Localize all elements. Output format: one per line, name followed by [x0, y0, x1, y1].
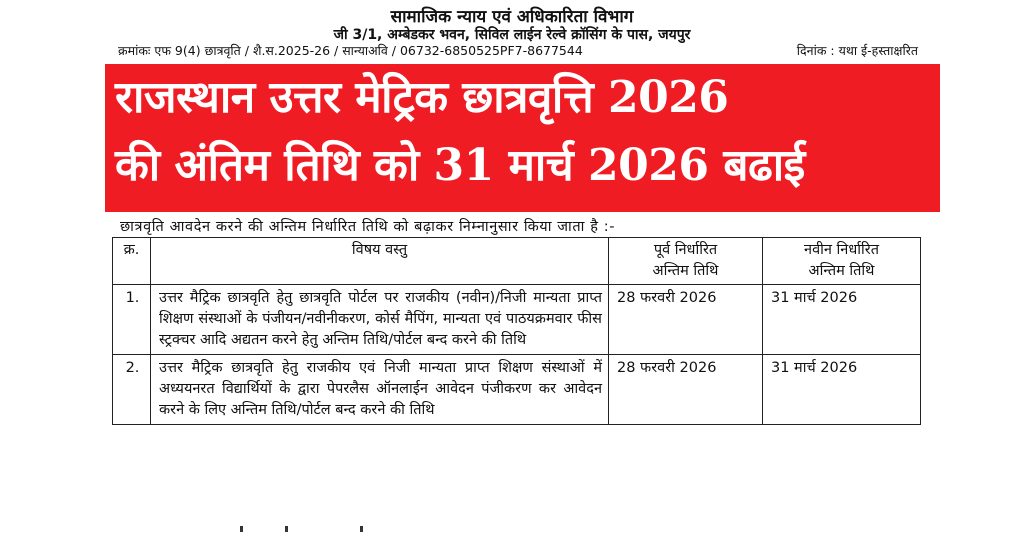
header-serial: क्र. [113, 238, 151, 285]
document-date: दिनांक : यथा ई-हस्ताक्षरित [796, 43, 918, 58]
cropped-text-fragment [230, 526, 380, 536]
headline-banner [105, 64, 940, 212]
table-row [113, 285, 921, 355]
header-previous-date-line2: अन्तिम तिथि [652, 263, 719, 279]
table-row [113, 355, 921, 425]
row-previous-date: 28 फरवरी 2026 [609, 285, 763, 355]
deadline-table [112, 237, 921, 425]
row-subject: उत्तर मैट्रिक छात्रवृति हेतु राजकीय एवं निजी मान्यता प्राप्त शिक्षण संस्थाओं में अध्ययनरत विद्यार्थियों के द्वारा पेपरलैस ऑनलाईन आवेदन पंजीकरण कर आवेदन करने के लिए अन्तिम तिथि/पोर्टल बन्द करने की तिथि [151, 355, 609, 425]
row-serial: 1. [113, 285, 151, 355]
table-header-row [113, 238, 921, 285]
row-subject: उत्तर मैट्रिक छात्रवृति हेतु छात्रवृति पोर्टल पर राजकीय (नवीन)/निजी मान्यता प्राप्त शिक्षण संस्थाओं के पंजीयन/नवीनीकरण, कोर्स मैपिंग, मान्यता एवं पाठयक्रमवार फीस स्ट्रक्चर आदि अद्यतन करने हेतु अन्तिम तिथि/पोर्टल बन्द करने की तिथि [151, 285, 609, 355]
header-new-date-line1: नवीन निर्धारित [804, 242, 879, 258]
reference-number: क्रमांकः एफ 9(4) छात्रवृति / शै.स.2025-26 / सान्याअवि / 06732-6850525PF7-8677544 [118, 43, 583, 58]
intro-text: छात्रवृति आवदेन करने की अन्तिम निर्धारित तिथि को बढ़ाकर निम्नानुसार किया जाता है :- [120, 219, 616, 235]
header-new-date-line2: अन्तिम तिथि [808, 263, 875, 279]
header-new-date [763, 238, 921, 285]
header-subject: विषय वस्तु [151, 238, 609, 285]
row-new-date: 31 मार्च 2026 [763, 355, 921, 425]
header-previous-date [609, 238, 763, 285]
header-previous-date-line1: पूर्व निर्धारित [653, 242, 718, 258]
headline-line-2: की अंतिम तिथि को 31 मार्च 2026 बढाई [115, 140, 805, 191]
department-address: जी 3/1, अम्बेडकर भवन, सिविल लाईन रेल्वे क्रॉसिंग के पास, जयपुर [333, 27, 691, 43]
row-previous-date: 28 फरवरी 2026 [609, 355, 763, 425]
department-name: सामाजिक न्याय एवं अधिकारिता विभाग [390, 7, 634, 27]
reference-line [118, 42, 918, 59]
headline-line-1: राजस्थान उत्तर मेट्रिक छात्रवृत्ति 2026 [115, 72, 729, 123]
row-serial: 2. [113, 355, 151, 425]
row-new-date: 31 मार्च 2026 [763, 285, 921, 355]
